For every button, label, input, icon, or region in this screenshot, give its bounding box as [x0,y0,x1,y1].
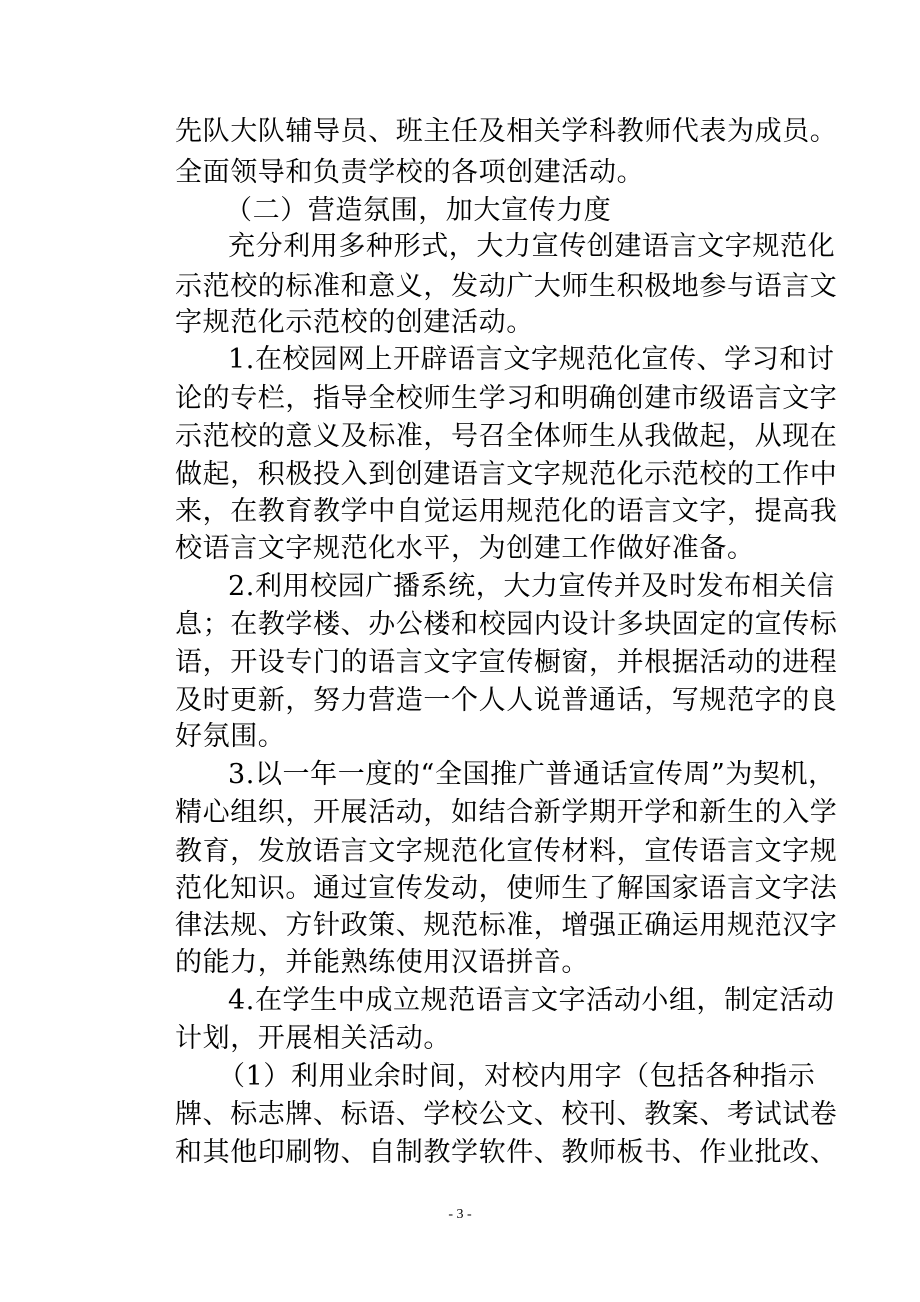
text-line: 及时更新，努力营造一个人人说普通话，写规范字的良 [175,685,838,716]
page-number: - 3 - [448,1207,472,1222]
text-line: 律法规、方针政策、规范标准，增强正确运用规范汉字 [175,910,838,941]
text-line: （1）利用业余时间，对校内用字（包括各种指示 [218,1061,816,1092]
text-line: 牌、标志牌、标语、学校公文、校刊、教案、考试试卷 [175,1099,838,1130]
section-heading: （二）营造氛围，加大宣传力度 [225,195,612,226]
text-line: 精心组织，开展活动，如结合新学期开学和新生的入学 [175,797,838,828]
text-line: 先队大队辅导员、班主任及相关学科教师代表为成员。 [175,116,838,147]
text-line: 1.在校园网上开辟语言文字规范化宣传、学习和讨 [228,344,835,375]
text-line: 4.在学生中成立规范语言文字活动小组，制定活动 [228,985,835,1016]
text-line: 好氛围。 [175,721,286,752]
text-line: 充分利用多种形式，大力宣传创建语言文字规范化 [228,231,836,262]
text-line: 做起，积极投入到创建语言文字规范化示范校的工作中 [175,459,838,490]
text-line: 语，开设专门的语言文字宣传橱窗，并根据活动的进程 [175,647,838,678]
text-line: 示范校的标准和意义，发动广大师生积极地参与语言文 [175,271,838,302]
text-line: 的能力，并能熟练使用汉语拼音。 [175,947,589,978]
text-line: 息；在教学楼、办公楼和校园内设计多块固定的宣传标 [175,609,838,640]
text-line: 计划，开展相关活动。 [175,1023,451,1054]
text-line: 校语言文字规范化水平，为创建工作做好准备。 [175,533,755,564]
text-line: 来，在教育教学中自觉运用规范化的语言文字，提高我 [175,496,838,527]
text-line: 范化知识。通过宣传发动，使师生了解国家语言文字法 [175,873,838,904]
text-line: 论的专栏，指导全校师生学习和明确创建市级语言文字 [175,383,838,414]
text-line: 字规范化示范校的创建活动。 [175,307,534,338]
text-line: 2.利用校园广播系统，大力宣传并及时发布相关信 [228,571,835,602]
text-line: 3.以一年一度的“全国推广普通话宣传周”为契机， [228,759,836,790]
text-line: 和其他印刷物、自制教学软件、教师板书、作业批改、 [175,1137,838,1168]
text-line: 教育，发放语言文字规范化宣传材料，宣传语言文字规 [175,836,838,867]
text-line: 全面领导和负责学校的各项创建活动。 [175,157,645,188]
text-line: 示范校的意义及标准，号召全体师生从我做起，从现在 [175,421,838,452]
